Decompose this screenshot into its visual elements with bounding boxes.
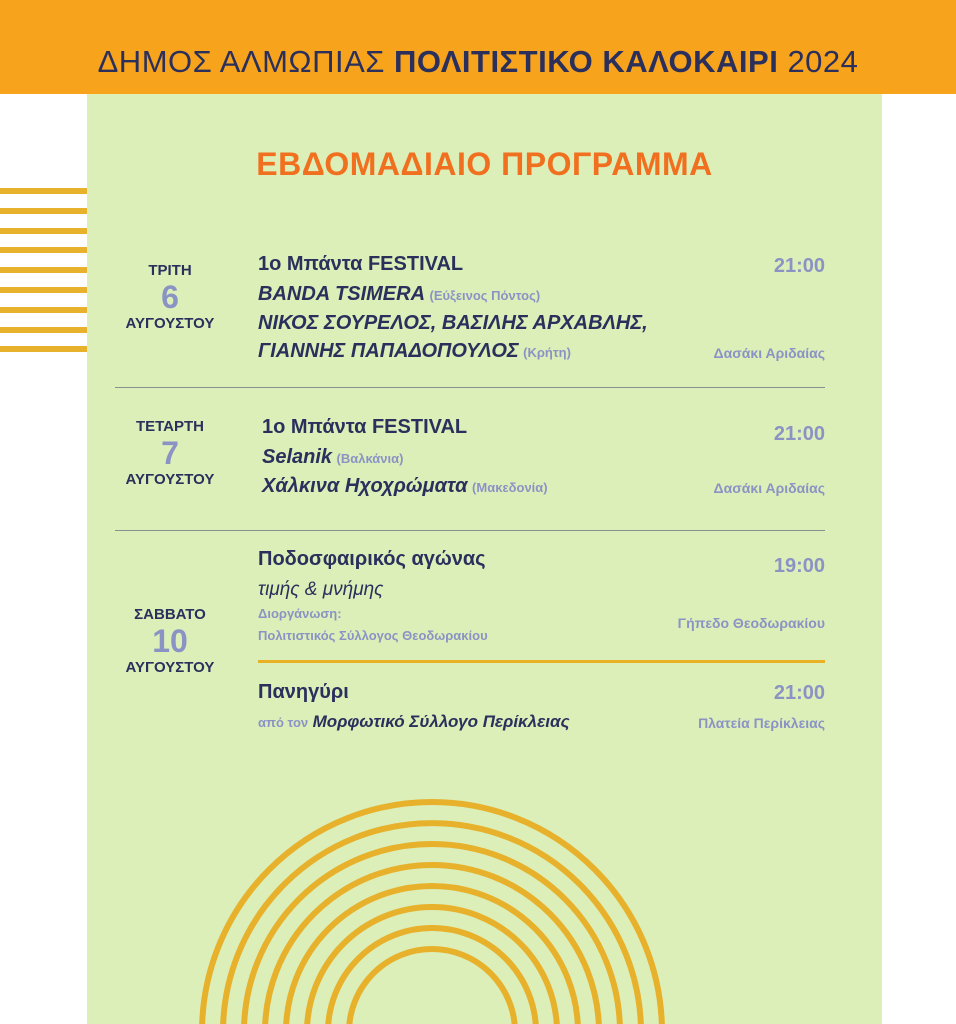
event-venue: Πλατεία Περίκλειας [698, 715, 825, 731]
event-performer: Χάλκινα Ηχοχρώματα (Μακεδονία) [262, 475, 548, 497]
event-title: Ποδοσφαιρικός αγώνας [258, 548, 486, 570]
event-time: 21:00 [773, 682, 825, 704]
day-date: 10 [152, 623, 188, 659]
event-title: Πανηγύρι [258, 681, 349, 703]
municipality-name: ΔΗΜΟΣ ΑΛΜΩΠΙΑΣ [97, 44, 385, 79]
divider [258, 660, 825, 663]
event-time: 19:00 [773, 555, 825, 577]
day-wednesday [110, 418, 230, 488]
festival-year: 2024 [787, 44, 859, 79]
event-time: 21:00 [773, 423, 825, 445]
event-performer: Selanik (Βαλκάνια) [262, 446, 404, 468]
day-tuesday [110, 262, 230, 332]
event-performer: BANDA TSIMERA (Εύξεινος Πόντος) [258, 283, 541, 305]
arc-ring [307, 907, 557, 1024]
event-performer: ΓΙΑΝΝΗΣ ΠΑΠΑΔΟΠΟΥΛΟΣ (Κρήτη) [258, 340, 571, 362]
decorative-stripes [0, 188, 87, 366]
event-organizer: από τον Μορφωτικό Σύλλογο Περίκλειας [258, 712, 570, 731]
organizer-name: Πολιτιστικός Σύλλογος Θεοδωρακίου [258, 628, 488, 643]
day-name: ΣΑΒΒΑΤΟ [134, 606, 206, 623]
decorative-arcs [87, 760, 882, 1024]
event-venue: Γήπεδο Θεοδωρακίου [677, 615, 825, 631]
day-name: ΤΡΙΤΗ [148, 262, 192, 279]
event-title: 1ο Μπάντα FESTIVAL [258, 253, 464, 275]
day-month: ΑΥΓΟΥΣΤΟΥ [125, 471, 215, 488]
header-title [0, 44, 956, 80]
divider [115, 530, 825, 531]
divider [115, 387, 825, 388]
event-title: 1ο Μπάντα FESTIVAL [262, 416, 468, 438]
festival-name: ΠΟΛΙΤΙΣΤΙΚΟ ΚΑΛΟΚΑΙΡΙ [394, 44, 779, 79]
page-title: ΕΒΔΟΜΑΔΙΑΙΟ ΠΡΟΓΡΑΜΜΑ [256, 146, 713, 182]
event-venue: Δασάκι Αριδαίας [713, 480, 825, 496]
arc-ring [349, 949, 515, 1024]
event-performer: ΝΙΚΟΣ ΣΟΥΡΕΛΟΣ, ΒΑΣΙΛΗΣ ΑΡΧΑΒΛΗΣ, [258, 312, 648, 334]
day-saturday [110, 606, 230, 676]
day-name: ΤΕΤΑΡΤΗ [135, 418, 205, 435]
event-venue: Δασάκι Αριδαίας [713, 345, 825, 361]
event-subtitle: τιμής & μνήμης [258, 579, 384, 600]
header-bar [0, 0, 956, 94]
organizer-label: Διοργάνωση: [258, 606, 342, 621]
day-date: 7 [161, 435, 179, 471]
day-date: 6 [161, 279, 179, 315]
event-time: 21:00 [773, 255, 825, 277]
arc-ring [328, 928, 536, 1024]
day-month: ΑΥΓΟΥΣΤΟΥ [125, 315, 215, 332]
day-month: ΑΥΓΟΥΣΤΟΥ [125, 659, 215, 676]
